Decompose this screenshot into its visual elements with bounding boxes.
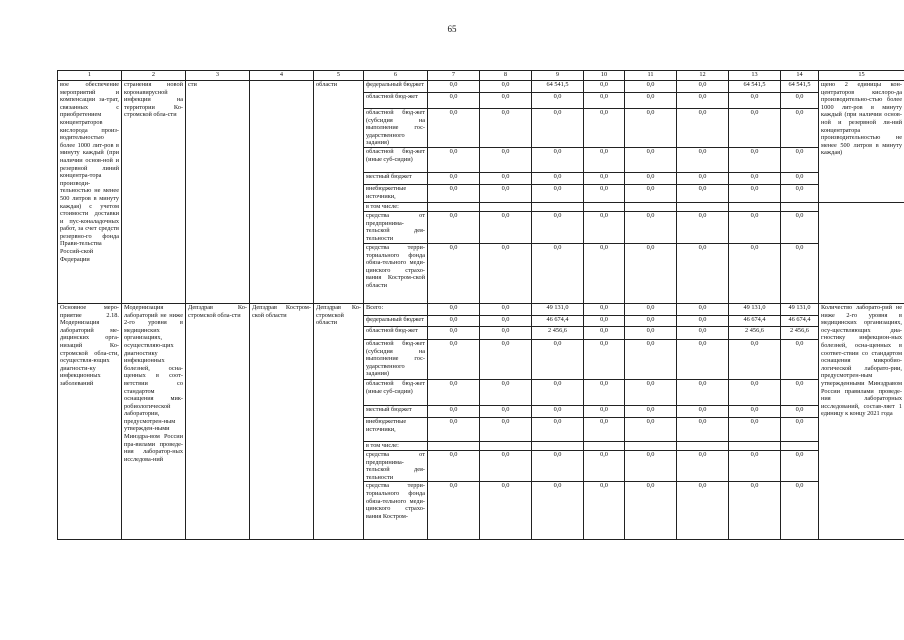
value-cell: 0,0 bbox=[480, 326, 532, 339]
value-cell: 0,0 bbox=[781, 93, 819, 109]
value-cell: 0,0 bbox=[480, 81, 532, 93]
value-cell: 0,0 bbox=[677, 482, 729, 540]
value-cell bbox=[729, 202, 781, 211]
funding-source-label: средства терри-ториального фонда обяза-тельного меди-цинского страхо-вания Костром- bbox=[364, 482, 428, 540]
value-cell: 0,0 bbox=[532, 379, 584, 405]
funding-source-label: областной бюд-жет (субсидия на выполнение гос-ударственного задания) bbox=[364, 109, 428, 148]
result-description: Количество лаборато-рий не ниже 2-го уровня в медицинских организациях, осу-ществляющих диа-гностику инфекцион-ных болезней, осна-щенных в соответ-ствии со стандартом оснащения микробио-логической лаборато-рии, предусмотрен-ным утвержденными Минздравом России правилами проведе-ния лабораторных исследований, состав-ляет 1 единицу к концу 2021 года bbox=[819, 303, 904, 539]
value-cell: 0,0 bbox=[781, 482, 819, 540]
value-cell: 0,0 bbox=[729, 184, 781, 202]
value-cell: 0,0 bbox=[677, 211, 729, 243]
funding-source-label: в том числе: bbox=[364, 441, 428, 450]
value-cell: 0,0 bbox=[532, 172, 584, 184]
value-cell: 0,0 bbox=[625, 326, 677, 339]
value-cell: 0,0 bbox=[625, 211, 677, 243]
funding-source-label: средства от предпринима-тельской дея-тельности bbox=[364, 211, 428, 243]
value-cell bbox=[480, 441, 532, 450]
value-cell: 0,0 bbox=[428, 450, 480, 481]
value-cell: 49 131,0 bbox=[781, 303, 819, 315]
cell-col3: Депздрав Ко-стромской обла-сти bbox=[186, 303, 250, 539]
value-cell bbox=[584, 202, 625, 211]
value-cell: 0,0 bbox=[428, 211, 480, 243]
value-cell: 0,0 bbox=[428, 172, 480, 184]
funding-source-label: в том числе: bbox=[364, 202, 428, 211]
value-cell: 0,0 bbox=[729, 405, 781, 417]
header-cell: 15 bbox=[819, 71, 904, 81]
header-cell: 3 bbox=[186, 71, 250, 81]
result-description: щено 2 единицы кон-центраторов кислоро-да производительно-стью более 1000 лит-ров в минуту каждый (при наличии основ-ной и резервной ли-ний концентратора производительностью не менее 500 литров в минуту каждая) bbox=[819, 81, 904, 203]
value-cell: 0,0 bbox=[625, 379, 677, 405]
funding-source-label: средства терри-ториального фонда обяза-тельного меди-цинского страхо-вания Костром-ской области bbox=[364, 243, 428, 303]
value-cell: 0,0 bbox=[781, 417, 819, 441]
value-cell: 0,0 bbox=[625, 339, 677, 379]
value-cell: 0,0 bbox=[428, 326, 480, 339]
value-cell: 0,0 bbox=[781, 243, 819, 303]
header-cell: 13 bbox=[729, 71, 781, 81]
value-cell: 0,0 bbox=[584, 303, 625, 315]
value-cell: 0,0 bbox=[677, 326, 729, 339]
value-cell: 0,0 bbox=[729, 93, 781, 109]
value-cell: 0,0 bbox=[781, 211, 819, 243]
value-cell bbox=[625, 441, 677, 450]
value-cell: 0,0 bbox=[532, 417, 584, 441]
value-cell: 0,0 bbox=[781, 109, 819, 148]
value-cell: 0,0 bbox=[677, 379, 729, 405]
value-cell: 0,0 bbox=[428, 303, 480, 315]
value-cell: 0,0 bbox=[584, 211, 625, 243]
value-cell: 0,0 bbox=[584, 147, 625, 172]
value-cell: 0,0 bbox=[532, 147, 584, 172]
value-cell: 49 131,0 bbox=[729, 303, 781, 315]
cell-col3: сти bbox=[186, 81, 250, 304]
value-cell: 0,0 bbox=[532, 211, 584, 243]
cell-col2: странения новой коронавирусной инфекции на территории Ко-стромской обла-сти bbox=[122, 81, 186, 304]
value-cell: 0,0 bbox=[584, 172, 625, 184]
funding-source-label: федеральный бюджет bbox=[364, 81, 428, 93]
value-cell: 0,0 bbox=[781, 450, 819, 481]
value-cell: 0,0 bbox=[625, 405, 677, 417]
table-row bbox=[58, 81, 904, 93]
value-cell: 0,0 bbox=[584, 417, 625, 441]
value-cell: 0,0 bbox=[729, 482, 781, 540]
value-cell: 0,0 bbox=[532, 450, 584, 481]
value-cell: 64 541,5 bbox=[729, 81, 781, 93]
value-cell: 0,0 bbox=[677, 450, 729, 481]
value-cell: 0,0 bbox=[480, 93, 532, 109]
funding-source-label: областной бюд-жет (иные суб-сидии) bbox=[364, 147, 428, 172]
value-cell: 0,0 bbox=[625, 109, 677, 148]
value-cell: 0,0 bbox=[428, 184, 480, 202]
value-cell: 0,0 bbox=[625, 172, 677, 184]
value-cell: 0,0 bbox=[480, 417, 532, 441]
value-cell: 0,0 bbox=[625, 417, 677, 441]
value-cell: 64 541,5 bbox=[532, 81, 584, 93]
value-cell: 0,0 bbox=[625, 93, 677, 109]
value-cell bbox=[428, 441, 480, 450]
value-cell: 0,0 bbox=[480, 303, 532, 315]
value-cell: 2 456,6 bbox=[532, 326, 584, 339]
funding-source-label: средства от предпринима-тельской дея-тельности bbox=[364, 450, 428, 481]
value-cell bbox=[677, 441, 729, 450]
value-cell bbox=[677, 202, 729, 211]
value-cell: 0,0 bbox=[480, 147, 532, 172]
header-cell: 2 bbox=[122, 71, 186, 81]
header-cell: 4 bbox=[250, 71, 314, 81]
value-cell: 0,0 bbox=[428, 243, 480, 303]
header-cell: 8 bbox=[480, 71, 532, 81]
value-cell: 0,0 bbox=[584, 450, 625, 481]
header-cell: 5 bbox=[314, 71, 364, 81]
value-cell: 0,0 bbox=[677, 315, 729, 326]
header-cell: 14 bbox=[781, 71, 819, 81]
value-cell: 0,0 bbox=[625, 243, 677, 303]
value-cell: 0,0 bbox=[480, 184, 532, 202]
value-cell: 0,0 bbox=[584, 315, 625, 326]
value-cell: 0,0 bbox=[428, 81, 480, 93]
value-cell: 0,0 bbox=[584, 243, 625, 303]
value-cell: 0,0 bbox=[729, 450, 781, 481]
program-table bbox=[57, 70, 904, 540]
value-cell bbox=[480, 202, 532, 211]
value-cell: 0,0 bbox=[781, 147, 819, 172]
value-cell: 0,0 bbox=[480, 109, 532, 148]
value-cell: 0,0 bbox=[480, 211, 532, 243]
value-cell: 46 674,4 bbox=[532, 315, 584, 326]
value-cell: 0,0 bbox=[625, 482, 677, 540]
value-cell: 0,0 bbox=[584, 482, 625, 540]
value-cell: 0,0 bbox=[480, 243, 532, 303]
value-cell: 0,0 bbox=[428, 405, 480, 417]
value-cell: 0,0 bbox=[584, 339, 625, 379]
value-cell: 0,0 bbox=[729, 243, 781, 303]
value-cell: 0,0 bbox=[584, 184, 625, 202]
value-cell: 0,0 bbox=[677, 172, 729, 184]
cell-col2: Модернизация лабораторий не ниже 2-го уровня в медицинских организациях, осуществляю-щих диагностику инфекционных болезней, осна-щенных в соот-ветствии со стандартом оснащения мик-робиологической лаборатории, предусмотрен-ным утвержден-ными Минздра-вом России пра-вилами проведе-ния лаборатор-ных исследова-ний bbox=[122, 303, 186, 539]
value-cell: 0,0 bbox=[532, 184, 584, 202]
page-number: 65 bbox=[447, 24, 457, 34]
funding-source-label: Всего: bbox=[364, 303, 428, 315]
value-cell: 0,0 bbox=[677, 184, 729, 202]
value-cell: 0,0 bbox=[480, 339, 532, 379]
header-cell: 1 bbox=[58, 71, 122, 81]
value-cell: 0,0 bbox=[428, 379, 480, 405]
value-cell: 0,0 bbox=[625, 147, 677, 172]
value-cell bbox=[625, 202, 677, 211]
funding-source-label: областной бюд-жет (субсидия на выполнение гос-ударственного задания) bbox=[364, 339, 428, 379]
header-cell: 9 bbox=[532, 71, 584, 81]
value-cell: 0,0 bbox=[729, 417, 781, 441]
value-cell: 0,0 bbox=[677, 405, 729, 417]
cell-col1: вое обеспечение мероприятий и компенсации за-трат, связанных с приобретением концентраторов кислорода произ-водительностью более 1000 лит-ров в минуту каждый (при наличии основ-ной и резервной линий концентра-тора производи-тельностью не менее 500 литров в минуту каждая) с учетом стоимости доставки и пус-коналадочных работ, за счет средств резервно-го фонда Прави-тельства Россий-ской Федерации bbox=[58, 81, 122, 304]
value-cell: 0,0 bbox=[729, 339, 781, 379]
value-cell: 0,0 bbox=[480, 315, 532, 326]
value-cell: 0,0 bbox=[781, 405, 819, 417]
value-cell: 0,0 bbox=[480, 482, 532, 540]
value-cell: 0,0 bbox=[480, 379, 532, 405]
value-cell: 0,0 bbox=[677, 417, 729, 441]
header-cell: 10 bbox=[584, 71, 625, 81]
value-cell: 0,0 bbox=[625, 184, 677, 202]
value-cell: 0,0 bbox=[729, 109, 781, 148]
header-cell: 11 bbox=[625, 71, 677, 81]
header-row bbox=[58, 71, 904, 81]
cell-col4: Депздрав Костром-ской области bbox=[250, 303, 314, 539]
value-cell: 0,0 bbox=[532, 93, 584, 109]
value-cell: 0,0 bbox=[625, 303, 677, 315]
value-cell: 0,0 bbox=[729, 211, 781, 243]
value-cell: 0,0 bbox=[677, 109, 729, 148]
value-cell: 0,0 bbox=[584, 379, 625, 405]
funding-source-label: внебюджетные источники, bbox=[364, 184, 428, 202]
value-cell: 0,0 bbox=[625, 450, 677, 481]
value-cell: 0,0 bbox=[532, 243, 584, 303]
value-cell bbox=[532, 441, 584, 450]
value-cell: 0,0 bbox=[677, 339, 729, 379]
header-cell: 6 bbox=[364, 71, 428, 81]
funding-source-label: федеральный бюджет bbox=[364, 315, 428, 326]
table-row bbox=[58, 303, 904, 315]
value-cell: 0,0 bbox=[729, 147, 781, 172]
value-cell bbox=[532, 202, 584, 211]
header-cell: 12 bbox=[677, 71, 729, 81]
value-cell: 0,0 bbox=[677, 147, 729, 172]
value-cell: 0,0 bbox=[781, 379, 819, 405]
cell-col4 bbox=[250, 81, 314, 304]
funding-source-label: местный бюджет bbox=[364, 172, 428, 184]
value-cell: 0,0 bbox=[428, 417, 480, 441]
value-cell: 0,0 bbox=[428, 339, 480, 379]
value-cell: 0,0 bbox=[428, 147, 480, 172]
header-cell: 7 bbox=[428, 71, 480, 81]
value-cell: 0,0 bbox=[677, 81, 729, 93]
value-cell: 0,0 bbox=[677, 303, 729, 315]
value-cell bbox=[729, 441, 781, 450]
value-cell: 0,0 bbox=[428, 93, 480, 109]
value-cell: 0,0 bbox=[480, 405, 532, 417]
funding-source-label: областной бюд-жет bbox=[364, 326, 428, 339]
value-cell: 0,0 bbox=[584, 109, 625, 148]
value-cell: 0,0 bbox=[584, 93, 625, 109]
value-cell bbox=[584, 441, 625, 450]
value-cell: 2 456,6 bbox=[729, 326, 781, 339]
funding-source-label: внебюджетные источники, bbox=[364, 417, 428, 441]
value-cell: 2 456,6 bbox=[781, 326, 819, 339]
cell-col5: области bbox=[314, 81, 364, 304]
value-cell: 0,0 bbox=[781, 184, 819, 202]
value-cell: 0,0 bbox=[584, 326, 625, 339]
value-cell: 0,0 bbox=[729, 379, 781, 405]
value-cell: 64 541,5 bbox=[781, 81, 819, 93]
cell-col1: Основное меро-приятие 2.18. Модернизация лабораторий ме-дицинских орга-низаций Ко-стромской обла-сти, осуществля-ющих диагности-ку инфекционных заболеваний bbox=[58, 303, 122, 539]
result-empty bbox=[819, 202, 904, 303]
funding-source-label: местный бюджет bbox=[364, 405, 428, 417]
value-cell: 0,0 bbox=[625, 81, 677, 93]
value-cell: 0,0 bbox=[729, 172, 781, 184]
value-cell: 0,0 bbox=[584, 81, 625, 93]
value-cell: 0,0 bbox=[781, 339, 819, 379]
value-cell: 0,0 bbox=[428, 109, 480, 148]
value-cell: 0,0 bbox=[532, 482, 584, 540]
value-cell: 0,0 bbox=[625, 315, 677, 326]
value-cell: 0,0 bbox=[584, 405, 625, 417]
value-cell: 0,0 bbox=[781, 172, 819, 184]
value-cell: 0,0 bbox=[428, 315, 480, 326]
value-cell: 0,0 bbox=[480, 172, 532, 184]
value-cell: 46 674,4 bbox=[729, 315, 781, 326]
value-cell: 0,0 bbox=[532, 339, 584, 379]
value-cell: 0,0 bbox=[677, 243, 729, 303]
value-cell: 0,0 bbox=[480, 450, 532, 481]
value-cell: 0,0 bbox=[428, 482, 480, 540]
value-cell bbox=[781, 441, 819, 450]
value-cell bbox=[781, 202, 819, 211]
cell-col5: Депздрав Ко-стромской области bbox=[314, 303, 364, 539]
value-cell: 46 674,4 bbox=[781, 315, 819, 326]
value-cell bbox=[428, 202, 480, 211]
value-cell: 0,0 bbox=[532, 109, 584, 148]
value-cell: 0,0 bbox=[532, 405, 584, 417]
value-cell: 49 131,0 bbox=[532, 303, 584, 315]
funding-source-label: областной бюд-жет (иные суб-сидии) bbox=[364, 379, 428, 405]
value-cell: 0,0 bbox=[677, 93, 729, 109]
funding-source-label: областной бюд-жет bbox=[364, 93, 428, 109]
